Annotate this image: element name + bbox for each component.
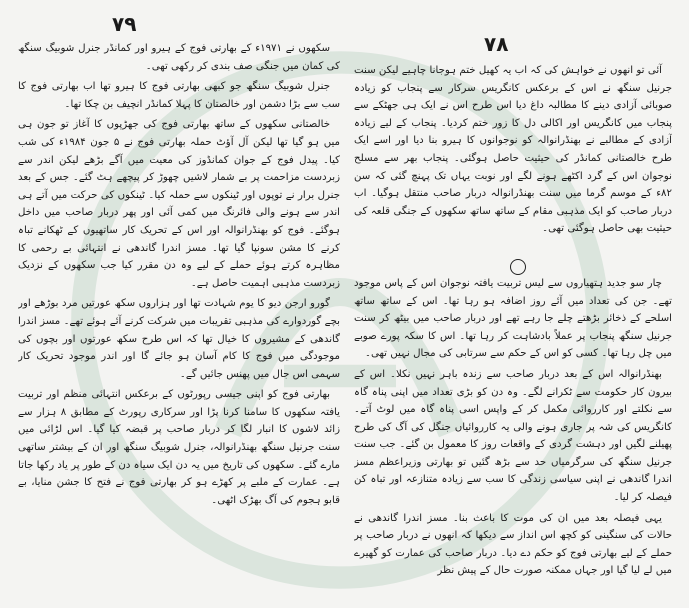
paragraph: یہی فیصلہ بعد میں ان کی موت کا باعث بنا۔ مسز اندرا گاندھی نے حالات کی سنگینی کو کچھ اس انداز سے دیکھا کہ انھوں نے دربار صاحب پر حملے کے لیے بھارتی فوج کو حکم دے دیا۔ دربار صاحب کی عمارت کو گھیرے میں لے لیا گیا اور جہاں ممکنہ صورت حال کے پیش نظر: [354, 512, 672, 577]
paragraph: آئی تو انھوں نے خواہش کی کہ اب یہ کھیل ختم ہوجانا چاہیے لیکن سنت جرنیل سنگھ نے اس کے برعکس کانگریس سرکار سے پنجاب کو زیادہ صوبائی آزادی دینے کا مطالبہ داغ دیا اس طرح اس نے ایک ہی جھٹکے سے پنجاب میں کانگریس اور اکالی دل کا زور ختم کردیا۔ پنجاب کے لیے زیادہ آزادی کے مطالبے نے بھنڈرانوالہ کو نوجوانوں کا ہیرو بنا دیا اور اسے ایک طرح خالصتانی کمانڈر کی حیثیت حاصل ہوگئی۔ پنجاب بھر سے مسلح نوجوان اس کے گرد اکٹھے ہونے لگے اور نوبت یہاں تک پہنچ گئی کہ سن ۸۲ء کے موسم گرما میں سنت بھنڈرانوالہ دربار صاحب منتقل ہوگیا۔ اب دربار صاحب کو ایک مذہبی مقام کے ساتھ ساتھ سکھوں کے جنگی قلعہ کی حیثیت بھی حاصل ہوگئی تھی۔: [354, 65, 672, 235]
paragraph: جنرل شوبیگ سنگھ جو کبھی بھارتی فوج کا ہیرو تھا اب بھارتی فوج کا سب سے بڑا دشمن اور خالصتان کا پہلا کمانڈر انچیف بن چکا تھا۔: [18, 81, 340, 110]
right-text-column: [354, 62, 672, 606]
paragraph: بھارتی فوج کو اپنی جیسی رپورٹوں کے برعکس انتہائی منظم اور تربیت یافتہ سکھوں کا سامنا کرنا پڑا اور سرکاری رپورٹ کے مطابق ۸ ہزار سے زائد لاشوں کا انبار لگا کر دربار صاحب پر قبضہ کیا گیا۔ اس لڑائی میں سنت جرنیل سنگھ بھنڈرانوالہ، جنرل شوبیگ سنگھ اور ان کے بیشتر ساتھی مارے گئے۔ سکھوں کی تاریخ میں یہ دن ایک سیاہ دن کے طور پر یاد رکھا جاتا ہے۔ عمارت کے ملبے پر کھڑے ہو کر بھارتی فوج نے فتح کا جشن منایا، بے قابو ہجوم کی آگ بھڑک اٹھی۔: [18, 389, 340, 506]
circle-mark: [510, 259, 526, 275]
paragraph: بھنڈرانوالہ اس کے بعد دربار صاحب سے زندہ باہر نہیں نکلا۔ اس کے بیرون کار حکومت سے ٹکرانے لگے۔ وہ دن کو بڑی تعداد میں اپنی پناہ گاہ سے نکلتے اور کارروائی مکمل کر کے واپس اسی پناہ گاہ میں لوٹ آتے۔ کانگریس کی شہ پر جاری ہونے والی یہ کارروائیاں جنگل کی آگ کی طرح پھیلنے لگیں اور دہشت گردی کے واقعات روز کا معمول بن گئے۔ جب سنت جرنیل سنگھ کی سرگرمیاں حد سے بڑھ گئیں تو بھارتی وزیراعظم مسز اندرا گاندھی نے اپنی سیاسی زندگی کا سب سے زیادہ متنازعہ اور تباہ کن فیصلہ کر لیا۔: [354, 368, 672, 504]
paragraph: خالصتانی سکھوں کے ساتھ بھارتی فوج کی جھڑپوں کا آغاز تو جون ہی میں ہو گیا تھا لیکن آل آؤٹ حملہ بھارتی فوج نے ۵ جون ۱۹۸۴ء کی شب کیا۔ پیدل فوج کے جوان کمانڈوز کی معیت میں آگے بڑھے لیکن اندر سے زبردست مزاحمت پر بے شمار لاشیں چھوڑ کر پیچھے ہٹ گئے۔ جس کے بعد جنرل برار نے توپوں اور ٹینکوں سے حملہ کیا۔ ٹینکوں کی حرکت میں آتے ہی اندر سے ہونے والی فائرنگ میں کمی آئی اور پھر دربار صاحب میں داخل ہوگئے۔ فوج کو بھنڈرانوالہ اور اس کے تحریک کار ساتھیوں کے ٹھکانے تباہ کرنے کا مشن سونپا گیا تھا۔ مسز اندرا گاندھی نے انتہائی بے رحمی کا مظاہرہ کرتے ہوئے حملے کے لیے وہ دن مقرر کیا جب سکھوں کے نزدیک زبردست مذہبی اہمیت حاصل ہے۔: [18, 119, 340, 289]
paragraph: چار سو جدید ہتھیاروں سے لیس تربیت یافتہ نوجوان اس کے پاس موجود تھے۔ جن کی تعداد میں آئے روز اضافہ ہو رہا تھا۔ اس کے ساتھ ساتھ اسلحے کے ذخائر بڑھتے چلے جا رہے تھے اور دربار صاحب میں بیٹھ کر سنت جرنیل سنگھ پنجاب پر عملاً بادشاہت کر رہا تھا۔ اس کا سکہ پورے صوبے میں چل رہا تھا۔ کسی کو اس کے حکم سے سرتابی کی مجال نہیں تھی۔: [354, 277, 672, 360]
left-text-column: [18, 40, 340, 606]
paragraph: گورو ارجن دیو کا یوم شہادت تھا اور ہزاروں سکھ عورتیں مرد بوڑھے اور بچے گوردوارے کی مذہبی تقریبات میں شرکت کرنے آئے ہوئے تھے۔ مسز اندرا گاندھی کے مشیروں کا خیال تھا کہ اس طرح سکھ عورتوں اور بچوں کی موجودگی میں فوج کا کام آسان ہو جائے گا اور اندر موجود تحریک کار سہمی اس جال میں پھنس جائیں گے۔: [18, 298, 340, 380]
page-number-right: ۷۸: [484, 32, 509, 56]
page-number-left: ۷۹: [112, 12, 137, 36]
paragraph: سکھوں نے ۱۹۷۱ء کے بھارتی فوج کے ہیرو اور کمانڈر جنرل شوبیگ سنگھ کی کمان میں جنگی صف بندی کر رکھی تھی۔: [18, 43, 340, 72]
